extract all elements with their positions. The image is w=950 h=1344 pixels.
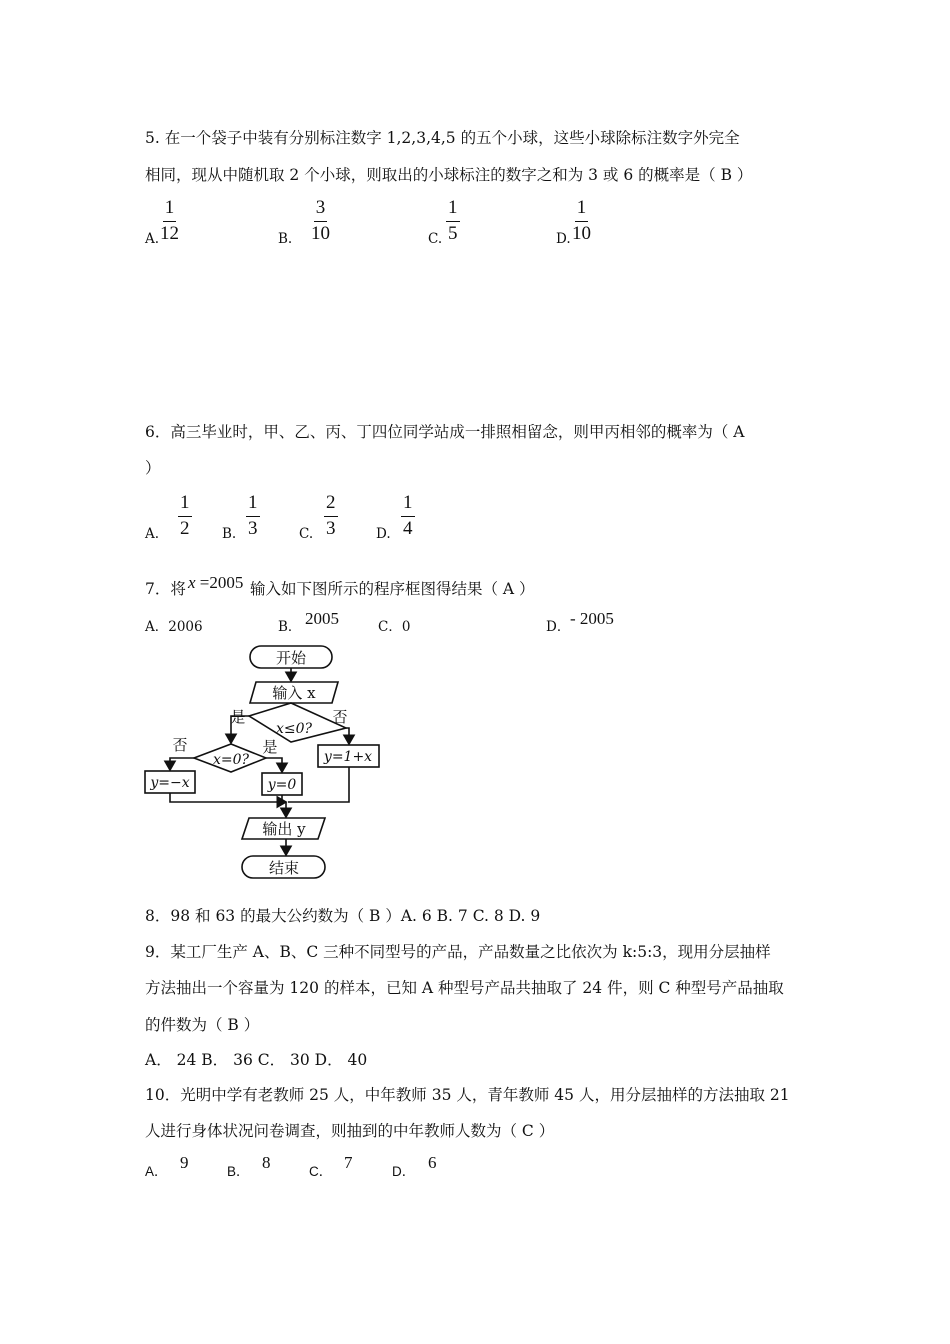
q7-stem-math: [188, 573, 243, 593]
option-label: A.: [145, 526, 160, 542]
flow-cond2-label: x=0?: [212, 752, 250, 768]
numerator: 1: [446, 198, 460, 222]
q10-option-d-value: 6: [428, 1153, 437, 1172]
option-fraction: [246, 493, 260, 539]
numerator: 1: [401, 493, 415, 517]
q5-stem-line1: 5. 在一个袋子中装有分别标注数字 1,2,3,4,5 的五个小球，这些小球除标注数字外完全: [145, 129, 740, 147]
denominator: 5: [448, 223, 458, 244]
option-label: B.: [278, 231, 293, 247]
q8-stem: 8．98 和 63 的最大公约数为（ B ）A. 6 B. 7 C. 8 D. 9: [145, 907, 541, 925]
flow-box-zero-label: y=0: [267, 777, 297, 793]
q10-option-b-value: 8: [262, 1153, 271, 1172]
option-fraction: [178, 493, 192, 539]
q6-stem-line2: ）: [145, 459, 161, 477]
flow-cond1-yes: 是: [230, 708, 246, 726]
q9-stem-line1: 9．某工厂生产 A、B、C 三种不同型号的产品，产品数量之比依次为 k:5:3，现用分层抽样: [145, 943, 771, 961]
flow-cond1-label: x≤0?: [275, 721, 313, 737]
equals-value: =2005: [195, 573, 244, 592]
q7-option-b-value: 2005: [305, 609, 339, 628]
q6-stem-line1: 6．高三毕业时，甲、乙、丙、丁四位同学站成一排照相留念，则甲丙相邻的概率为（ A: [145, 423, 745, 441]
flow-input-label: 输入 x: [272, 684, 316, 702]
numerator: 1: [178, 493, 192, 517]
option-label: B.: [222, 526, 237, 542]
numerator: 1: [575, 198, 589, 222]
option-label: D.: [376, 526, 391, 542]
numerator: 1: [246, 493, 260, 517]
flow-cond1-no: 否: [332, 708, 348, 726]
denominator: 10: [572, 223, 591, 244]
option-fraction: [324, 493, 338, 539]
q10-option-b-label: B．: [227, 1164, 250, 1179]
flow-cond2-no: 否: [172, 736, 188, 754]
flow-cond2-yes: 是: [262, 738, 278, 756]
q7-option-d-label: D．: [546, 619, 571, 635]
numerator: 3: [314, 198, 328, 222]
denominator: 3: [326, 518, 336, 539]
q7-stem-prefix: 7．将: [145, 580, 186, 598]
q9-options: A． 24 B． 36 C． 30 D． 40: [145, 1051, 368, 1069]
flow-end-label: 结束: [268, 859, 300, 877]
option-fraction: [572, 198, 591, 244]
denominator: 10: [311, 223, 330, 244]
denominator: 12: [160, 223, 179, 244]
q10-option-c-value: 7: [344, 1153, 353, 1172]
option-label: A.: [145, 231, 160, 247]
numerator: 1: [163, 198, 177, 222]
denominator: 4: [403, 518, 413, 539]
flow-output-label: 输出 y: [262, 820, 306, 838]
option-fraction: [446, 198, 460, 244]
option-label: D.: [556, 231, 571, 247]
q5-stem-line2: 相同，现从中随机取 2 个小球，则取出的小球标注的数字之和为 3 或 6 的概率是（ B ）: [145, 166, 753, 184]
variable-x: x: [188, 573, 196, 592]
q9-stem-line3: 的件数为（ B ）: [145, 1016, 260, 1034]
q9-stem-line2: 方法抽出一个容量为 120 的样本，已知 A 种型号产品共抽取了 24 件，则 C 种型号产品抽取: [145, 979, 784, 997]
flow-box-neg-label: y=−x: [150, 775, 190, 791]
denominator: 2: [180, 518, 190, 539]
q7-stem-suffix: 输入如下图所示的程序框图得结果（ A ）: [250, 580, 535, 598]
q7-option-a: A．2006: [145, 619, 203, 635]
q7-option-b-label: B．: [278, 619, 302, 635]
q10-option-a-value: 9: [180, 1153, 189, 1172]
option-label: C.: [299, 526, 314, 542]
denominator: 3: [248, 518, 258, 539]
option-fraction: [401, 493, 415, 539]
q7-option-d-value: - 2005: [570, 609, 614, 628]
option-label: C.: [428, 231, 443, 247]
option-fraction: [311, 198, 330, 244]
q10-option-a-label: A．: [145, 1164, 168, 1179]
q7-option-c: C．0: [378, 619, 411, 635]
flow-start-label: 开始: [275, 649, 307, 667]
q10-stem-line1: 10．光明中学有老教师 25 人，中年教师 35 人，青年教师 45 人，用分层抽样的方法抽取 21: [145, 1086, 790, 1104]
q7-flowchart: [138, 640, 398, 885]
q10-stem-line2: 人进行身体状况问卷调查，则抽到的中年教师人数为（ C ）: [145, 1122, 555, 1140]
flow-box-pos-label: y=1+x: [323, 749, 373, 765]
numerator: 2: [324, 493, 338, 517]
q10-option-d-label: D．: [392, 1164, 416, 1179]
option-fraction: [160, 198, 179, 244]
q10-option-c-label: C．: [309, 1164, 333, 1179]
